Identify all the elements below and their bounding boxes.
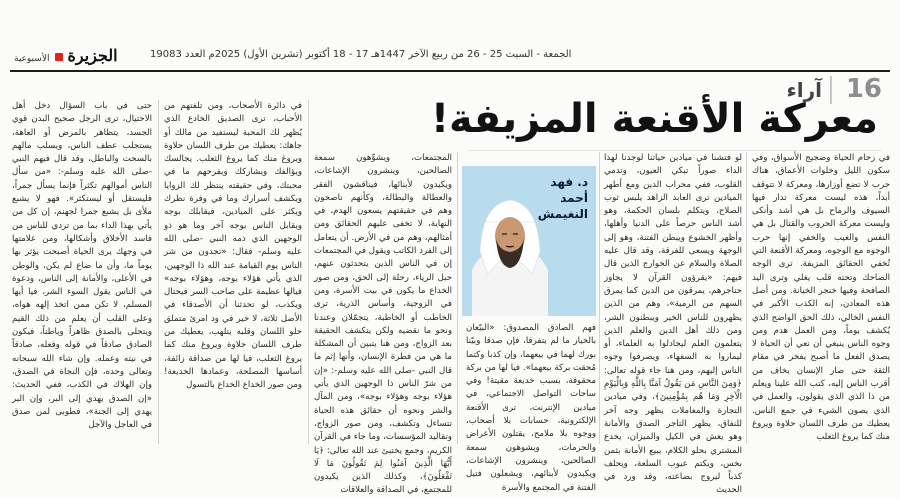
dateline: الجمعة - السبت 25 - 26 من ربيع الآخر 1447هـ 17 - 18 أكتوبر (تشرين الأول) 2025م العدد 19083: [150, 49, 572, 60]
article-column-6: [12, 100, 152, 444]
article-headline: معركة الأقنعة المزيفة!: [430, 96, 878, 142]
logo-subtitle: الأسبوعية: [14, 54, 50, 64]
author-name: د. فهد أحمد النغيمش: [537, 175, 588, 221]
column-3-text: فهم الصادق المصدوق: «البيّعان بالخيار ما لم يتفرقا، فإن صدقا وبيّنا بورك لهما في بيعهما، وإن كذبا وكتما مُحقت بركة بيعهما». فيا لها من بركة محقوقة، بسبب خديعة مقيتة! وفي ساحات التواصل الاجتماعي، في ميادين الإنترنت، ترى الأقنعة الإلكترونية، حسابات بلا أصحاب، ووجوه بلا ملامح، يقتلون الأعراض والحرمات، ويشوهون سمعة الصالحين، وينشرون الإشاعات، ويكيدون لأبنائهم، ويشعلون فتيل الفتنة في المجتمع والأسرة: [466, 323, 596, 493]
logo-mark-icon: [55, 53, 63, 61]
article-column-4: [314, 152, 452, 496]
page-number: 16: [845, 74, 882, 104]
column-divider: [746, 152, 747, 444]
headline-divider: [468, 150, 882, 151]
column-divider: [599, 152, 600, 444]
author-box: [462, 166, 596, 316]
column-divider: [457, 152, 458, 444]
author-photo: [468, 174, 552, 316]
header-rule: [10, 70, 890, 72]
newspaper-logo: [14, 46, 118, 65]
article-column-1: [752, 152, 890, 444]
column-divider: [308, 100, 309, 444]
column-2-text: لو فتشنا في ميادين حياتنا لوجدنا لهذا الداء صوراً تبكي العيون، وتدمي القلوب، ففي محراب الدين ومع أطهر الميادين ترى العابد الزاهد يلبس ثوب الصلاح، ويتكلم بلسان الحكمة، وهو أشد الناس حرصاً على الدنيا وأهلها، وأظهر الخشوع ويبطن الفتنة، وهو إلى الوجهة ويسعى للفرقة، وقد قال عليه الصلاة والسلام عن الخوارج الذين قال فيهم: «يقرؤون القرآن لا يجاوز حناجرهم، يمرقون من الدين كما يمرق السهم من الرمية»، وهم من الذين يظهرون للناس الخير ويبطنون الشر، ومن ذلك أهل الدين والعلم الذين يتعلمون العلم ليجادلوا به العلماء، أو ليماروا به السفهاء، ويصرفوا وجوه الناس إليهم، ومن هنا جاء قوله تعالى: ﴿وَمِنَ النَّاسِ مَن يَقُولُ آمَنَّا بِاللَّهِ وَبِالْيَوْمِ الْآخِرِ وَمَا هُم بِمُؤْمِنِينَ﴾، وفي ميادين التجارة والمعاملات يظهر وجه آخر للنفاق، يظهر التاجر الصدق والأمانة وهو يغش في الكيل والميزان، يخدع المشتري بحلو الكلام، يبيع الأمانة بثمن بخس، ويكتم عيوب السلعة، ويحلف كذباً ليروج بضاعته، وقد ورد في الحديث: [604, 153, 742, 496]
column-5-text: في دائرة الأصحاب، ومن تلفتهم من الأحباب، ترى الصديق الخادع الذي يُظهر لك المحبة ليستفيد من مالك أو جاهك: يعطيك من طرف اللسان حلاوة ويروغ منك كما يروغ الثعلب. يجالسك ويؤالفك ويشاركك ويفرحهم ما في محبتك، وفي حقيقته ينتظر لك الزوايا ويكشف أسرارك وما في وفرة نظرك ويكثر على الميادين، فيقابلك بوجه ويقابل الناس بوجه آخر وما هو ذو الوجهين الذي ذمه النبي -صلى الله عليه وسلم- فقال: «تجدون من شر الناس يوم القيامة عند الله ذا الوجهين، الذي يأتي هؤلاء بوجه، وهؤلاء بوجه» فيالها عظيمة على صاحب السر فيحتال ويكذب، لو تحدثنا أن الأصدقاء في الأصل ثلاثة، لا خير في ود امرئ متملق حلو اللسان وقلبه يتلهب، يعطيك من طرف اللسان حلاوة ويروغ منك كما يروغ الثعلب، فيا لها من صداقة زائفة، أساسها المصلحة، وعمادها الخديعة! ومن صور الخداع الخداع بالتسول: [164, 101, 302, 391]
column-6-text: حتى في باب السؤال دخل أهل الاحتيال، ترى الرجل صحيح البدن قوي الجسد، يتظاهر بالمرض أو العاهة، يستجلب عطف الناس، ويسلب مالهم بالسحت والباطل، وقد قال فيهم النبي -صلى الله عليه وسلم-: «من سأل الناس أموالهم تكثراً فإنما يسأل جمراً، فليستقل أو ليستكثر». فهو لا يشبع ملأى بل يشبع جمرا لجهنم، إن كل من يأتي بهذا الداء بما من تردي للناس من فاسد الأخلاق وأشكالها، ومن علامتها في وجهك يرى الحياة أصبحت يؤثر بها يوماً ما، وأن ما ضاع لم يكن، والوطن في الأعلى، والأمانة إلى الناس، ودعوة في الناس يقول السوء الشر، فيا أيها المسلم، لا تكن ممن اتخذ إلهه هواه، وعلى القلب أن يعلم من ذلك القيم ويتحلى بالصدق ظاهراً وباطناً، فيكون الصادق صادقاً في قوله وفعله، صادقاً في نيته وعمله. وإن شاء الله سبحانه وتعالى وحده، فإن النجاة في الصدق، وإن الهلاك في الكذب، ففي الحديث: «إن الصدق يهدي إلى البر، وإن البر يهدي إلى الجنة»، فطوبى لمن صدق في العاجل والآجل: [12, 101, 152, 431]
column-1-text: في زحام الحياة وضجيج الأسواق، وفي سكون الليل وخلوات الأعماق، هناك حرب لا تضع أوزارها، ومعركة لا تتوقف أبداً، هذه ليست معركة تدار فيها السيوف والرماح بل هي أشد وأنكى وليست معركة الحروب والقتال بل هي النفس والغيب والخفي إنها حرب الوجوه مع الوجوه، ومعركة الأقنعة التي تُخفي الحقائق المزيفة. ترى الوجه الضاحك وتحته قلب يغلي وترى اليد الصافحة وفيها خنجر الخيانة. ومن أصل هذه المعادن، إنه الكذب الأكبر في النفس الخالي، ذلك الحق الواضح الذي يُكشف يوماً، ومن العمل هدم ومن وجوه الناس ينبغي أن نعي أن الحياة لا يصدق الفعل ما أصبح يفخر في مقام الثقة حتى صار الإنسان يخاف من أقرب الناس إليه، كتب الله علينا ويعلم من ذا الذي الذي يقولون، والعمل في الذي يصون الشيء في جمع الناس. يعطيك من طرف اللسان حلاوة ويروغ منك كما يروغ الثعلب: [752, 153, 890, 443]
column-divider: [158, 100, 159, 444]
section-title: آراء: [786, 78, 822, 102]
column-4-text: المجتمعات، ويشوِّهون سمعة الصالحين، وينشرون الإشاعات، ويكيدون لأبنائها، فيناقشون الفقر والعطالة والبطالة، وكأنهم ناصحون وهم في حقيقتهم يسعون الهدم، في النهاية، لا تخفى عليهم الحقائق ومن أمثالهم، وهم من في الأرض. أن يتعامل إلى الفرد الكاتب ويقول في المجتمعات إن في الناس الذين يتحدثون عنهم، حبل الرياء، رحلة إلى الحق، ومن صور الخداع ما يكون في بيت الأسرة، ومن في الزوجية، وأساس الذرية، ترى الخاطب أو الخاطبة، يتجمّلان وعندنا ونحو ما نقضيه ولكن يتكشف الحقيقة بعد الزواج، ومن هنا يتبين أن المشكلة ما هي من فطرة الإنسان، وأنها إثم ما قال النبي -صلى الله عليه وسلم-: «إن من شرّ الناس ذا الوجهين الذي يأتي هؤلاء بوجه وهؤلاء بوجه»، ومن المآل والشر ونحوه أن حقائق هذه الحياة تتساءل وتكشف، ومن صور الزواج، وتقاليد المؤسسات، وما جاء في القرآن الكريم، وجمع يختبئ عند الله تعالى: ﴿يَا أَيُّهَا الَّذِينَ آمَنُوا لِمَ تَقُولُونَ مَا لَا تَفْعَلُونَ﴾، وكذلك الذين يكيدون للمجتمع، في الصداقة والعلاقات: [314, 153, 452, 496]
logo-brand: الجزيرة: [67, 46, 118, 65]
article-column-2: [604, 152, 742, 496]
article-column-5: [164, 100, 302, 444]
article-column-3: [466, 322, 596, 493]
